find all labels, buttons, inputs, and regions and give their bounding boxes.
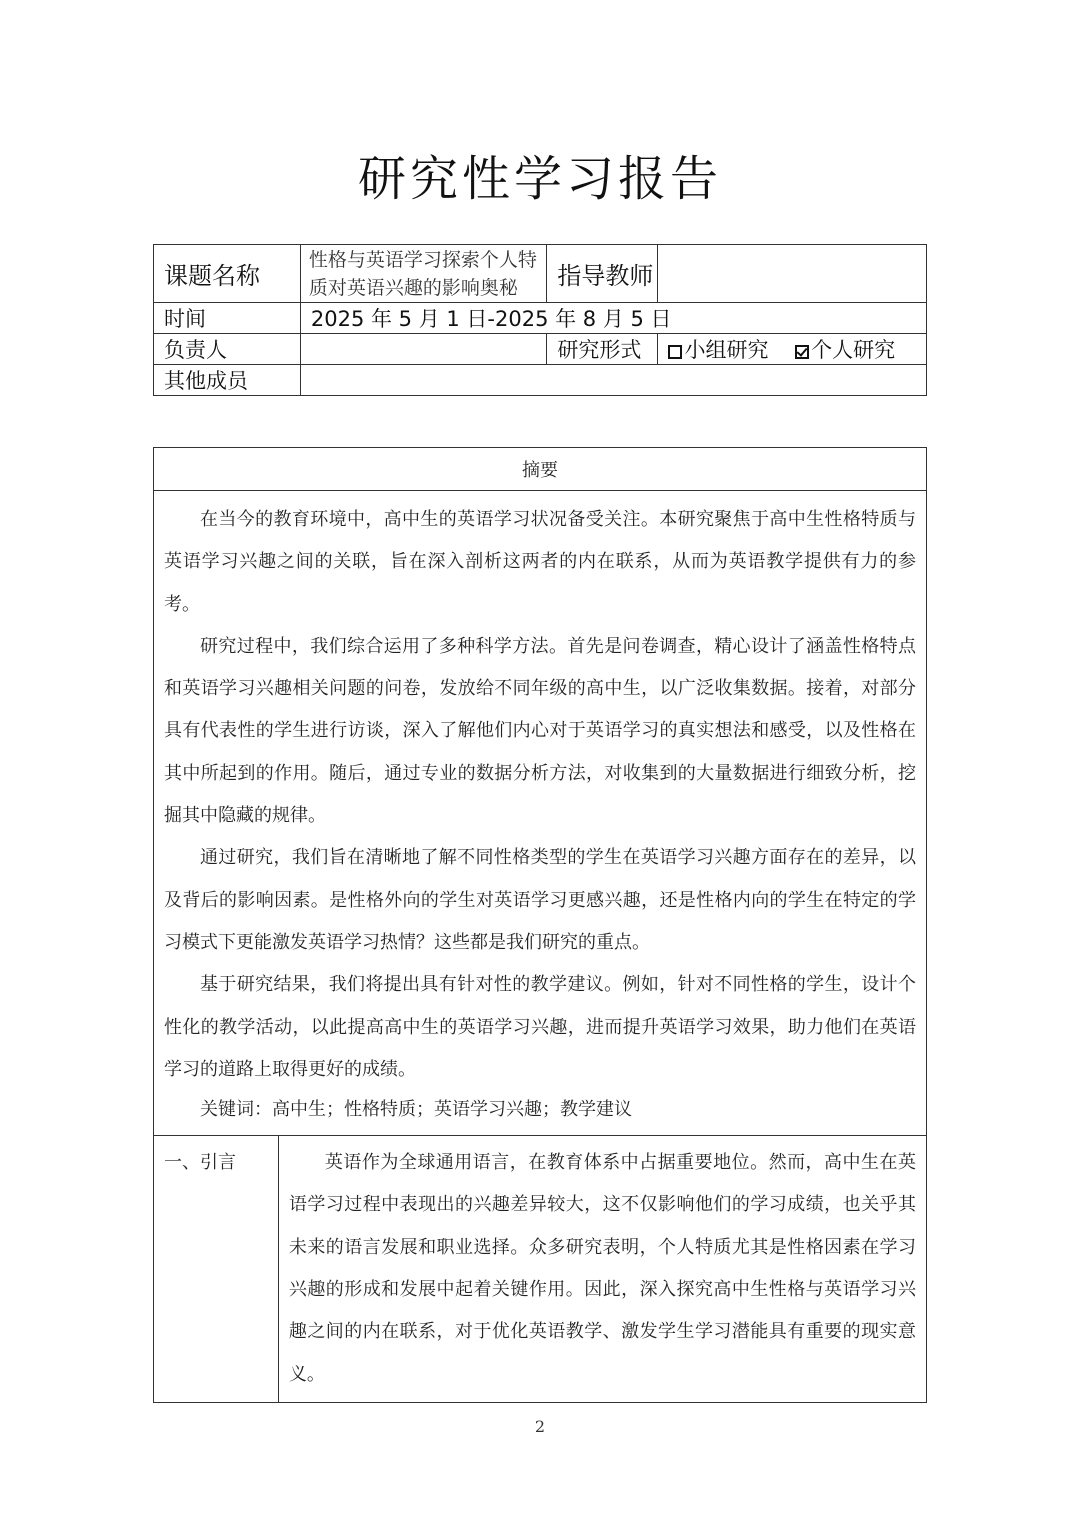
abstract-paragraph-2: 研究过程中，我们综合运用了多种科学方法。首先是问卷调查，精心设计了涵盖性格特点和英语学习兴趣相关问题的问卷，发放给不同年级的高中生，以广泛收集数据。接着，对部分具有代表性的学生进行访谈，深入了解他们内心对于英语学习的真实想法和感受，以及性格在其中所起到的作用。随后，通过专业的数据分析方法，对收集到的大量数据进行细致分析，挖掘其中隐藏的规律。 [164,635,916,827]
time-value: 2025 年 5 月 1 日-2025 年 8 月 5 日 [300,303,926,334]
keywords: 关键词：高中生；性格特质；英语学习兴趣；教学建议 [200,1099,632,1121]
form-label: 研究形式 [547,334,658,365]
intro-label: 一、引言 [154,1136,279,1403]
individual-research-checkbox[interactable] [795,338,895,362]
advisor-label: 指导教师 [547,245,658,303]
intro-paragraph: 英语作为全球通用语言，在教育体系中占据重要地位。然而，高中生在英语学习过程中表现出的兴趣差异较大，这不仅影响他们的学习成绩，也关乎其未来的语言发展和职业选择。众多研究表明，个人特质尤其是性格因素在学习兴趣的形成和发展中起着关键作用。因此，深入探究高中生性格与英语学习兴趣之间的内在联系，对于优化英语教学、激发学生学习潜能具有重要的现实意义。 [288,1152,916,1385]
group-research-label: 小组研究 [684,338,769,362]
unchecked-box-icon [668,345,682,359]
page-number: 2 [534,1417,546,1436]
form-options [658,334,927,365]
advisor-value[interactable] [658,245,927,303]
leader-value[interactable] [300,334,547,365]
group-research-checkbox[interactable] [668,338,768,362]
individual-research-label: 个人研究 [811,338,896,362]
topic-value: 性格与英语学习探索个人特质对英语兴趣的影响奥秘 [300,245,547,303]
members-label: 其他成员 [154,365,301,396]
intro-body [278,1136,926,1403]
abstract-paragraph-3: 通过研究，我们旨在清晰地了解不同性格类型的学生在英语学习兴趣方面存在的差异，以及背后的影响因素。是性格外向的学生对英语学习更感兴趣，还是性格内向的学生在特定的学习模式下更能激发英语学习热情？这些都是我们研究的重点。 [164,847,916,953]
leader-label: 负责人 [154,334,301,365]
members-value[interactable] [300,365,926,396]
abstract-heading: 摘要 [154,448,927,491]
abstract-table [153,447,927,1403]
checked-box-icon [795,345,809,359]
abstract-paragraph-4: 基于研究结果，我们将提出具有针对性的教学建议。例如，针对不同性格的学生，设计个性化的教学活动，以此提高高中生的英语学习兴趣，进而提升英语学习效果，助力他们在英语学习的道路上取得更好的成绩。 [164,974,916,1080]
topic-label: 课题名称 [154,245,301,303]
abstract-body [154,491,927,1136]
info-table [153,244,927,396]
time-label: 时间 [154,303,301,334]
page-title: 研究性学习报告 [357,151,722,207]
abstract-paragraph-1: 在当今的教育环境中，高中生的英语学习状况备受关注。本研究聚焦于高中生性格特质与英语学习兴趣之间的关联，旨在深入剖析这两者的内在联系，从而为英语教学提供有力的参考。 [164,509,916,615]
